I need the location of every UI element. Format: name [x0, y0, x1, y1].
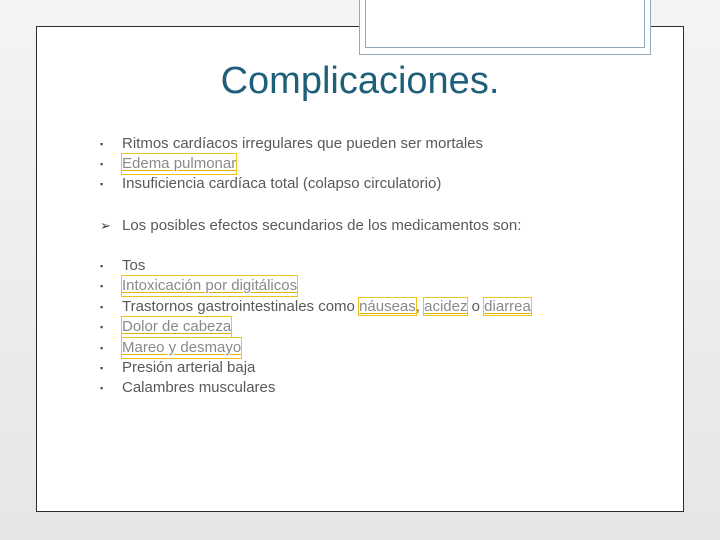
square-bullet-icon: ▪	[100, 261, 104, 271]
list-item-text: Los posibles efectos secundarios de los medicamentos son:	[122, 217, 522, 234]
nauseas-link[interactable]: náuseas	[359, 298, 416, 315]
dolor-cabeza-link[interactable]: Dolor de cabeza	[122, 318, 232, 335]
square-bullet-icon: ▪	[100, 343, 104, 353]
list-item-text: Ritmos cardíacos irregulares que pueden ser mortales	[122, 135, 484, 152]
separator-comma: ,	[415, 298, 425, 315]
square-bullet-icon: ▪	[100, 383, 104, 393]
square-bullet-icon: ▪	[100, 363, 104, 373]
separator-o: o	[467, 298, 485, 315]
acidez-link[interactable]: acidez	[424, 298, 468, 315]
edema-pulmonar-link[interactable]: Edema pulmonar	[122, 155, 237, 172]
header-decoration-inner	[365, 0, 645, 48]
list-item-text: Insuficiencia cardíaca total (colapso circulatorio)	[122, 175, 442, 192]
square-bullet-icon: ▪	[100, 322, 104, 332]
list-item-text: Calambres musculares	[122, 379, 276, 396]
square-bullet-icon: ▪	[100, 159, 104, 169]
diarrea-link[interactable]: diarrea	[484, 298, 531, 315]
square-bullet-icon: ▪	[100, 281, 104, 291]
arrow-bullet-icon: ➢	[100, 218, 111, 233]
mareo-desmayo-link[interactable]: Mareo y desmayo	[122, 339, 242, 356]
slide-title: Complicaciones.	[220, 60, 500, 102]
list-item-text: Tos	[122, 257, 146, 274]
intoxicacion-digitalicos-link[interactable]: Intoxicación por digitálicos	[122, 277, 298, 294]
square-bullet-icon: ▪	[100, 179, 104, 189]
list-item-text	[122, 297, 531, 317]
square-bullet-icon: ▪	[100, 302, 104, 312]
list-item-text: Presión arterial baja	[122, 359, 256, 376]
square-bullet-icon: ▪	[100, 139, 104, 149]
list-item-prefix: Trastornos gastrointestinales como	[122, 298, 360, 315]
